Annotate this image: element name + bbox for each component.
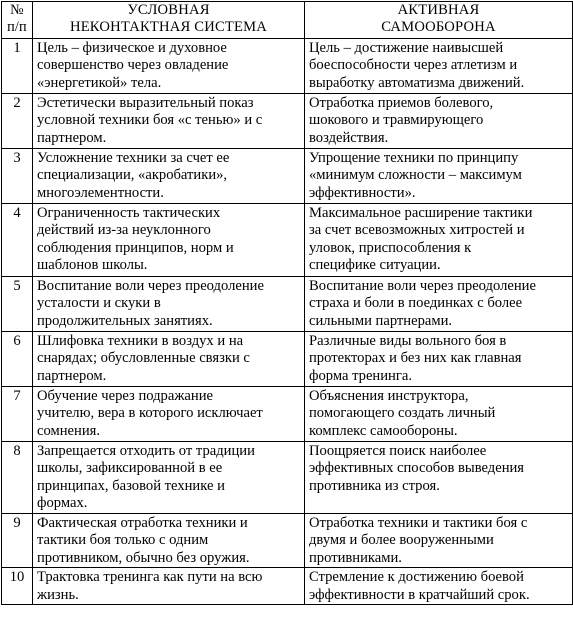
cell-conditional-text: Трактовка тренинга как пути на всю жизнь. <box>37 569 263 603</box>
cell-active <box>305 39 573 94</box>
table-row <box>2 514 573 568</box>
table-row <box>2 568 573 605</box>
header-active-defense <box>305 2 573 39</box>
cell-active <box>305 277 573 332</box>
cell-active <box>305 94 573 149</box>
cell-active <box>305 568 573 605</box>
row-number: 2 <box>2 94 33 149</box>
cell-active-text: Воспитание воли через преодоление страха и боли в поединках с более сильными партнерами. <box>309 278 536 329</box>
table-row <box>2 387 573 442</box>
header-conditional-line-1: УСЛОВНАЯ <box>127 2 210 18</box>
header-number-label: № п/п <box>7 2 27 35</box>
cell-active-text: Упрощение техники по принципу «минимум сложности – максимум эффективности». <box>309 150 522 201</box>
cell-active <box>305 387 573 442</box>
row-number: 9 <box>2 514 33 568</box>
row-number: 3 <box>2 149 33 204</box>
header-active-line-1: АКТИВНАЯ <box>397 2 480 18</box>
row-number: 10 <box>2 568 33 605</box>
cell-conditional <box>33 39 305 94</box>
cell-conditional <box>33 149 305 204</box>
table-row <box>2 149 573 204</box>
cell-conditional <box>33 277 305 332</box>
cell-active-text: Объяснения инструктора, помогающего создать личный комплекс самообороны. <box>309 388 496 439</box>
table-row <box>2 442 573 514</box>
cell-active-text: Поощряется поиск наиболее эффективных способов выведения противника из строя. <box>309 443 525 494</box>
cell-active <box>305 514 573 568</box>
cell-active-text: Максимальное расширение тактики за счет всевозможных хитростей и уловок, приспособления к специфике ситуации. <box>309 205 533 274</box>
table-row <box>2 39 573 94</box>
cell-active-text: Различные виды вольного боя в протекторах и без них как главная форма тренинга. <box>309 333 522 384</box>
cell-active-text: Отработка приемов болевого, шокового и травмирующего воздействия. <box>309 95 494 146</box>
cell-conditional <box>33 442 305 514</box>
cell-conditional-text: Воспитание воли через преодоление усталости и скуки в продолжительных занятиях. <box>37 278 264 329</box>
row-number: 7 <box>2 387 33 442</box>
cell-active <box>305 332 573 387</box>
cell-conditional-text: Запрещается отходить от традиции школы, зафиксированной в ее принципах, базовой технике и формах. <box>37 443 255 512</box>
row-number: 1 <box>2 39 33 94</box>
table-row <box>2 204 573 277</box>
row-number: 4 <box>2 204 33 277</box>
cell-active <box>305 149 573 204</box>
table-row <box>2 332 573 387</box>
cell-conditional-text: Фактическая отработка техники и тактики боя только с одним противником, обычно без оружия. <box>37 515 250 566</box>
cell-conditional <box>33 94 305 149</box>
cell-active-text: Цель – достижение наивысшей боеспособности через атлетизм и выработку автоматизма движений. <box>309 40 525 91</box>
cell-active <box>305 204 573 277</box>
cell-active-text: Стремление к достижению боевой эффективности в кратчайший срок. <box>309 569 530 603</box>
cell-active <box>305 442 573 514</box>
header-conditional-system <box>33 2 305 39</box>
cell-conditional-text: Цель – физическое и духовное совершенство через овладение «энергетикой» тела. <box>37 40 229 91</box>
cell-conditional <box>33 387 305 442</box>
row-number: 5 <box>2 277 33 332</box>
row-number: 8 <box>2 442 33 514</box>
cell-conditional-text: Шлифовка техники в воздух и на снарядах; обусловленные связки с партнером. <box>37 333 250 384</box>
table-row <box>2 277 573 332</box>
header-number <box>2 2 33 39</box>
table-header-row <box>2 2 573 39</box>
header-active-line-2: САМООБОРОНА <box>381 19 496 36</box>
cell-conditional <box>33 332 305 387</box>
cell-conditional-text: Ограниченность тактических действий из-за неуклонного соблюдения принципов, норм и шаблонов школы. <box>37 205 234 274</box>
cell-active-text: Отработка техники и тактики боя с двумя и более вооруженными противниками. <box>309 515 528 566</box>
cell-conditional <box>33 568 305 605</box>
cell-conditional <box>33 514 305 568</box>
cell-conditional-text: Усложнение техники за счет ее специализации, «акробатики», многоэлементности. <box>37 150 230 201</box>
cell-conditional-text: Обучение через подражание учителю, вера в которого исключает сомнения. <box>37 388 263 439</box>
row-number: 6 <box>2 332 33 387</box>
header-conditional-line-2: НЕКОНТАКТНАЯ СИСТЕМА <box>69 19 268 36</box>
cell-conditional-text: Эстетически выразительный показ условной техники боя «с тенью» и с партнером. <box>37 95 263 146</box>
cell-conditional <box>33 204 305 277</box>
table-row <box>2 94 573 149</box>
comparison-table <box>1 1 573 605</box>
